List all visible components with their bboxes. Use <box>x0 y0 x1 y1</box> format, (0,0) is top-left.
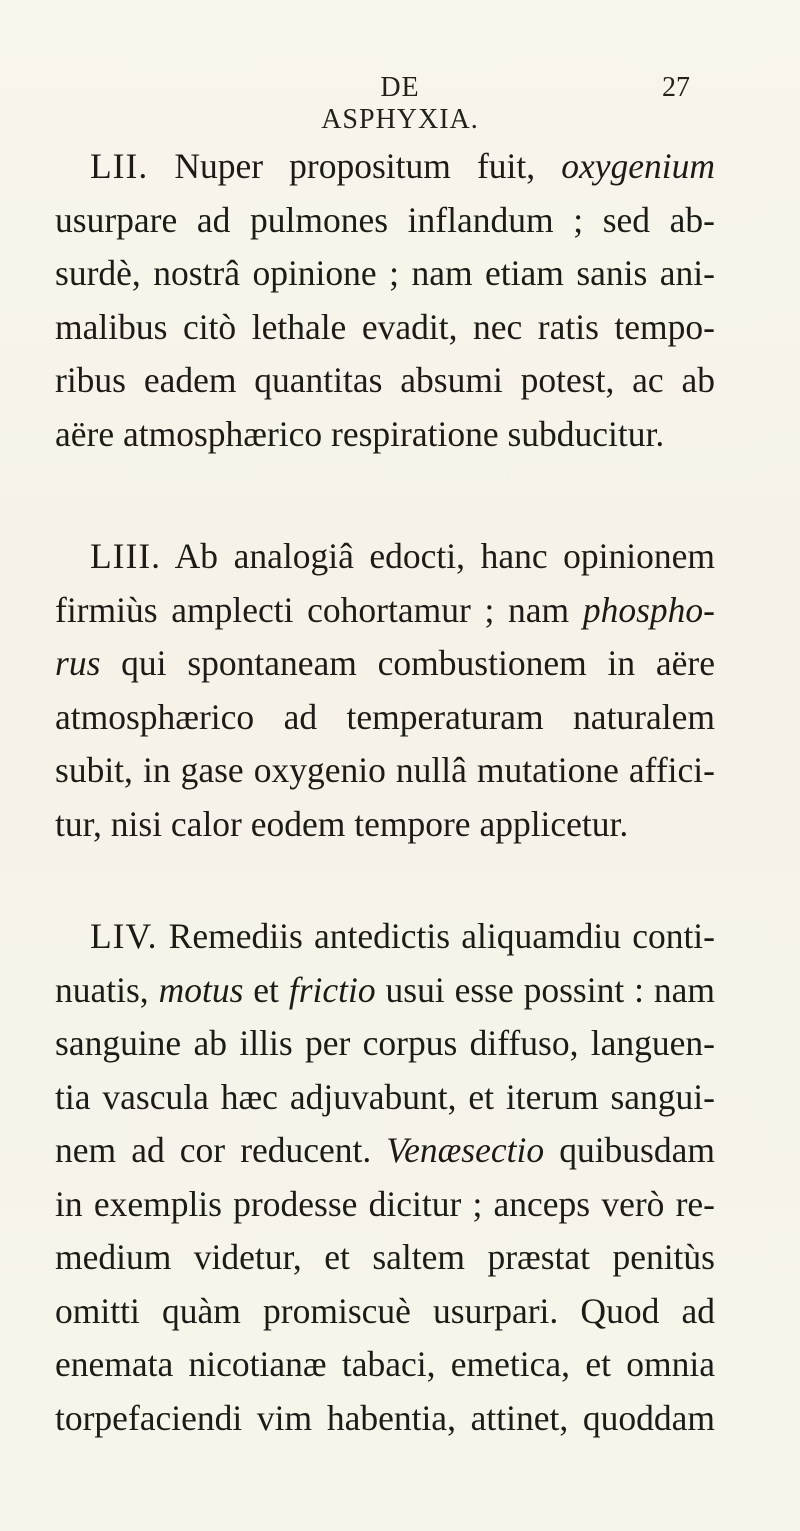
text-line: nuatis, motus et frictio usui esse possint : nam <box>55 969 715 1010</box>
text-line: surdè, nostrâ opinione ; nam etiam sanis ani- <box>55 253 715 293</box>
text-line: omitti quàm promiscuè usurpari. Quod ad <box>55 1290 715 1331</box>
text-line: nem ad cor reducent. Venæsectio quibusdam <box>55 1130 715 1170</box>
text-line: rus qui spontaneam combustionem in aëre <box>55 643 715 683</box>
text-line: ribus eadem quantitas absumi potest, ac ab <box>55 360 715 400</box>
paragraph-number: LIII. <box>90 536 162 576</box>
text-line: LII. Nuper propositum fuit, oxygenium <box>90 146 715 186</box>
text-line: malibus citò lethale evadit, nec ratis tempo- <box>55 306 715 347</box>
text-line: enemata nicotianæ tabaci, emetica, et omnia <box>55 1344 715 1384</box>
paragraph-lii <box>55 140 715 461</box>
text-line: tia vascula hæc adjuvabunt, et iterum sangui- <box>55 1076 715 1117</box>
text-line: medium videtur, et saltem præstat penitùs <box>55 1237 715 1277</box>
page-number: 27 <box>662 72 690 103</box>
paragraph-liii <box>55 530 715 851</box>
text-line: atmosphærico ad temperaturam naturalem <box>55 696 715 737</box>
text-line: sanguine ab illis per corpus diffuso, languen- <box>55 1023 715 1063</box>
text-line: LIV. Remediis antedictis aliquamdiu conti- <box>90 916 715 956</box>
text-line: torpefaciendi vim habentia, attinet, quoddam <box>55 1397 715 1438</box>
running-head <box>0 72 800 135</box>
paragraph-number: LIV. <box>90 916 158 956</box>
paragraph-number: LII. <box>90 146 149 186</box>
text-line: subit, in gase oxygenio nullâ mutatione affici- <box>55 750 715 790</box>
text-line: aëre atmosphærico respiratione subducitur. <box>55 413 665 454</box>
text-line: LIII. Ab analogiâ edocti, hanc opinionem <box>90 536 715 576</box>
text-line: tur, nisi calor eodem tempore applicetur. <box>55 803 629 844</box>
paragraph-liv <box>55 910 715 1445</box>
italic-term: phospho- <box>582 589 715 630</box>
text-line: usurpare ad pulmones inflandum ; sed ab- <box>55 199 715 240</box>
text-line: firmiùs amplecti cohortamur ; nam phospho- <box>55 589 715 630</box>
italic-term: rus <box>55 643 101 683</box>
running-title: DE ASPHYXIA. <box>321 72 479 135</box>
italic-term: oxygenium <box>561 146 715 186</box>
italic-term: Venæsectio <box>386 1130 545 1170</box>
italic-term: frictio <box>288 969 376 1010</box>
italic-term: motus <box>158 969 244 1010</box>
text-line: in exemplis prodesse dicitur ; anceps verò re- <box>55 1183 715 1224</box>
